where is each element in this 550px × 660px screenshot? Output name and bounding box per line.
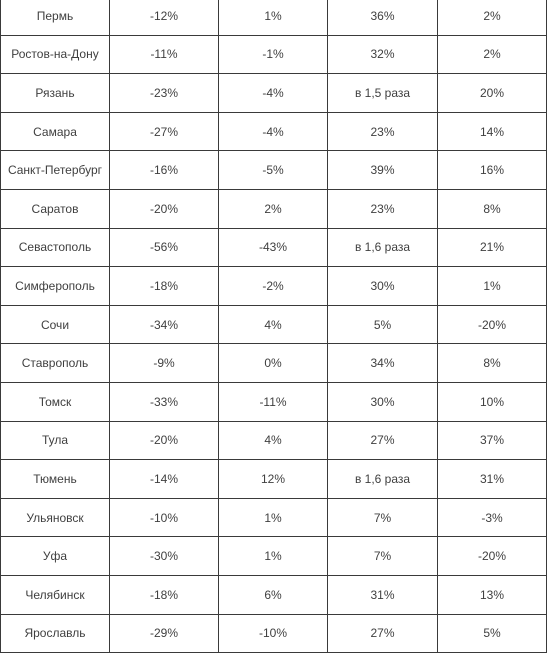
value-cell-4: -20%: [438, 537, 547, 576]
value-cell-2: 1%: [219, 0, 328, 35]
value-cell-4: -20%: [438, 305, 547, 344]
city-cell: Самара: [1, 112, 110, 151]
value-cell-1: -27%: [110, 112, 219, 151]
city-cell: Ульяновск: [1, 498, 110, 537]
city-cell: Томск: [1, 382, 110, 421]
city-cell: Сочи: [1, 305, 110, 344]
value-cell-3: 31%: [328, 575, 438, 614]
city-cell: Уфа: [1, 537, 110, 576]
value-cell-3: 7%: [328, 498, 438, 537]
value-cell-4: 20%: [438, 74, 547, 113]
table-row: [1, 74, 547, 113]
table-row: [1, 421, 547, 460]
value-cell-2: 0%: [219, 344, 328, 383]
value-cell-4: 31%: [438, 460, 547, 499]
value-cell-4: 16%: [438, 151, 547, 190]
value-cell-4: 13%: [438, 575, 547, 614]
value-cell-2: 4%: [219, 305, 328, 344]
value-cell-2: -43%: [219, 228, 328, 267]
value-cell-1: -14%: [110, 460, 219, 499]
value-cell-1: -20%: [110, 189, 219, 228]
city-cell: Пермь: [1, 0, 110, 35]
value-cell-2: 6%: [219, 575, 328, 614]
value-cell-4: 37%: [438, 421, 547, 460]
value-cell-2: -4%: [219, 74, 328, 113]
value-cell-3: в 1,6 раза: [328, 460, 438, 499]
city-cell: Челябинск: [1, 575, 110, 614]
value-cell-3: 27%: [328, 614, 438, 653]
value-cell-3: 23%: [328, 112, 438, 151]
value-cell-2: 1%: [219, 537, 328, 576]
city-cell: Санкт-Петербург: [1, 151, 110, 190]
value-cell-3: 39%: [328, 151, 438, 190]
value-cell-1: -11%: [110, 35, 219, 74]
city-cell: Рязань: [1, 74, 110, 113]
table-row: [1, 151, 547, 190]
table-row: [1, 112, 547, 151]
table-row: [1, 614, 547, 653]
value-cell-1: -18%: [110, 267, 219, 306]
value-cell-3: 36%: [328, 0, 438, 35]
value-cell-2: -2%: [219, 267, 328, 306]
city-cell: Ставрополь: [1, 344, 110, 383]
value-cell-1: -34%: [110, 305, 219, 344]
value-cell-2: -4%: [219, 112, 328, 151]
value-cell-2: 4%: [219, 421, 328, 460]
value-cell-2: 12%: [219, 460, 328, 499]
value-cell-4: -3%: [438, 498, 547, 537]
value-cell-3: 27%: [328, 421, 438, 460]
value-cell-4: 2%: [438, 35, 547, 74]
value-cell-1: -16%: [110, 151, 219, 190]
table-row: [1, 382, 547, 421]
value-cell-4: 10%: [438, 382, 547, 421]
value-cell-3: 5%: [328, 305, 438, 344]
value-cell-4: 14%: [438, 112, 547, 151]
value-cell-1: -9%: [110, 344, 219, 383]
table-row: [1, 267, 547, 306]
value-cell-1: -29%: [110, 614, 219, 653]
value-cell-4: 21%: [438, 228, 547, 267]
city-cell: Саратов: [1, 189, 110, 228]
value-cell-4: 5%: [438, 614, 547, 653]
table-row: [1, 460, 547, 499]
value-cell-3: 30%: [328, 382, 438, 421]
table-row: [1, 0, 547, 35]
city-cell: Ярославль: [1, 614, 110, 653]
table-row: [1, 575, 547, 614]
value-cell-1: -20%: [110, 421, 219, 460]
table-row: [1, 305, 547, 344]
city-cell: Тюмень: [1, 460, 110, 499]
table-row: [1, 35, 547, 74]
value-cell-1: -12%: [110, 0, 219, 35]
value-cell-4: 1%: [438, 267, 547, 306]
value-cell-3: 30%: [328, 267, 438, 306]
value-cell-4: 8%: [438, 344, 547, 383]
value-cell-3: 34%: [328, 344, 438, 383]
city-cell: Симферополь: [1, 267, 110, 306]
value-cell-1: -33%: [110, 382, 219, 421]
value-cell-2: -11%: [219, 382, 328, 421]
value-cell-1: -56%: [110, 228, 219, 267]
value-cell-3: в 1,5 раза: [328, 74, 438, 113]
value-cell-3: 23%: [328, 189, 438, 228]
value-cell-1: -23%: [110, 74, 219, 113]
city-cell: Севастополь: [1, 228, 110, 267]
value-cell-3: 7%: [328, 537, 438, 576]
table-row: [1, 498, 547, 537]
value-cell-1: -10%: [110, 498, 219, 537]
table-row: [1, 537, 547, 576]
city-cell: Ростов-на-Дону: [1, 35, 110, 74]
value-cell-2: -1%: [219, 35, 328, 74]
value-cell-1: -18%: [110, 575, 219, 614]
value-cell-2: -10%: [219, 614, 328, 653]
value-cell-2: 2%: [219, 189, 328, 228]
table-row: [1, 344, 547, 383]
value-cell-1: -30%: [110, 537, 219, 576]
value-cell-2: -5%: [219, 151, 328, 190]
value-cell-3: 32%: [328, 35, 438, 74]
value-cell-4: 8%: [438, 189, 547, 228]
value-cell-3: в 1,6 раза: [328, 228, 438, 267]
value-cell-2: 1%: [219, 498, 328, 537]
city-cell: Тула: [1, 421, 110, 460]
value-cell-4: 2%: [438, 0, 547, 35]
table-body: [1, 0, 547, 653]
table-row: [1, 228, 547, 267]
table-row: [1, 189, 547, 228]
